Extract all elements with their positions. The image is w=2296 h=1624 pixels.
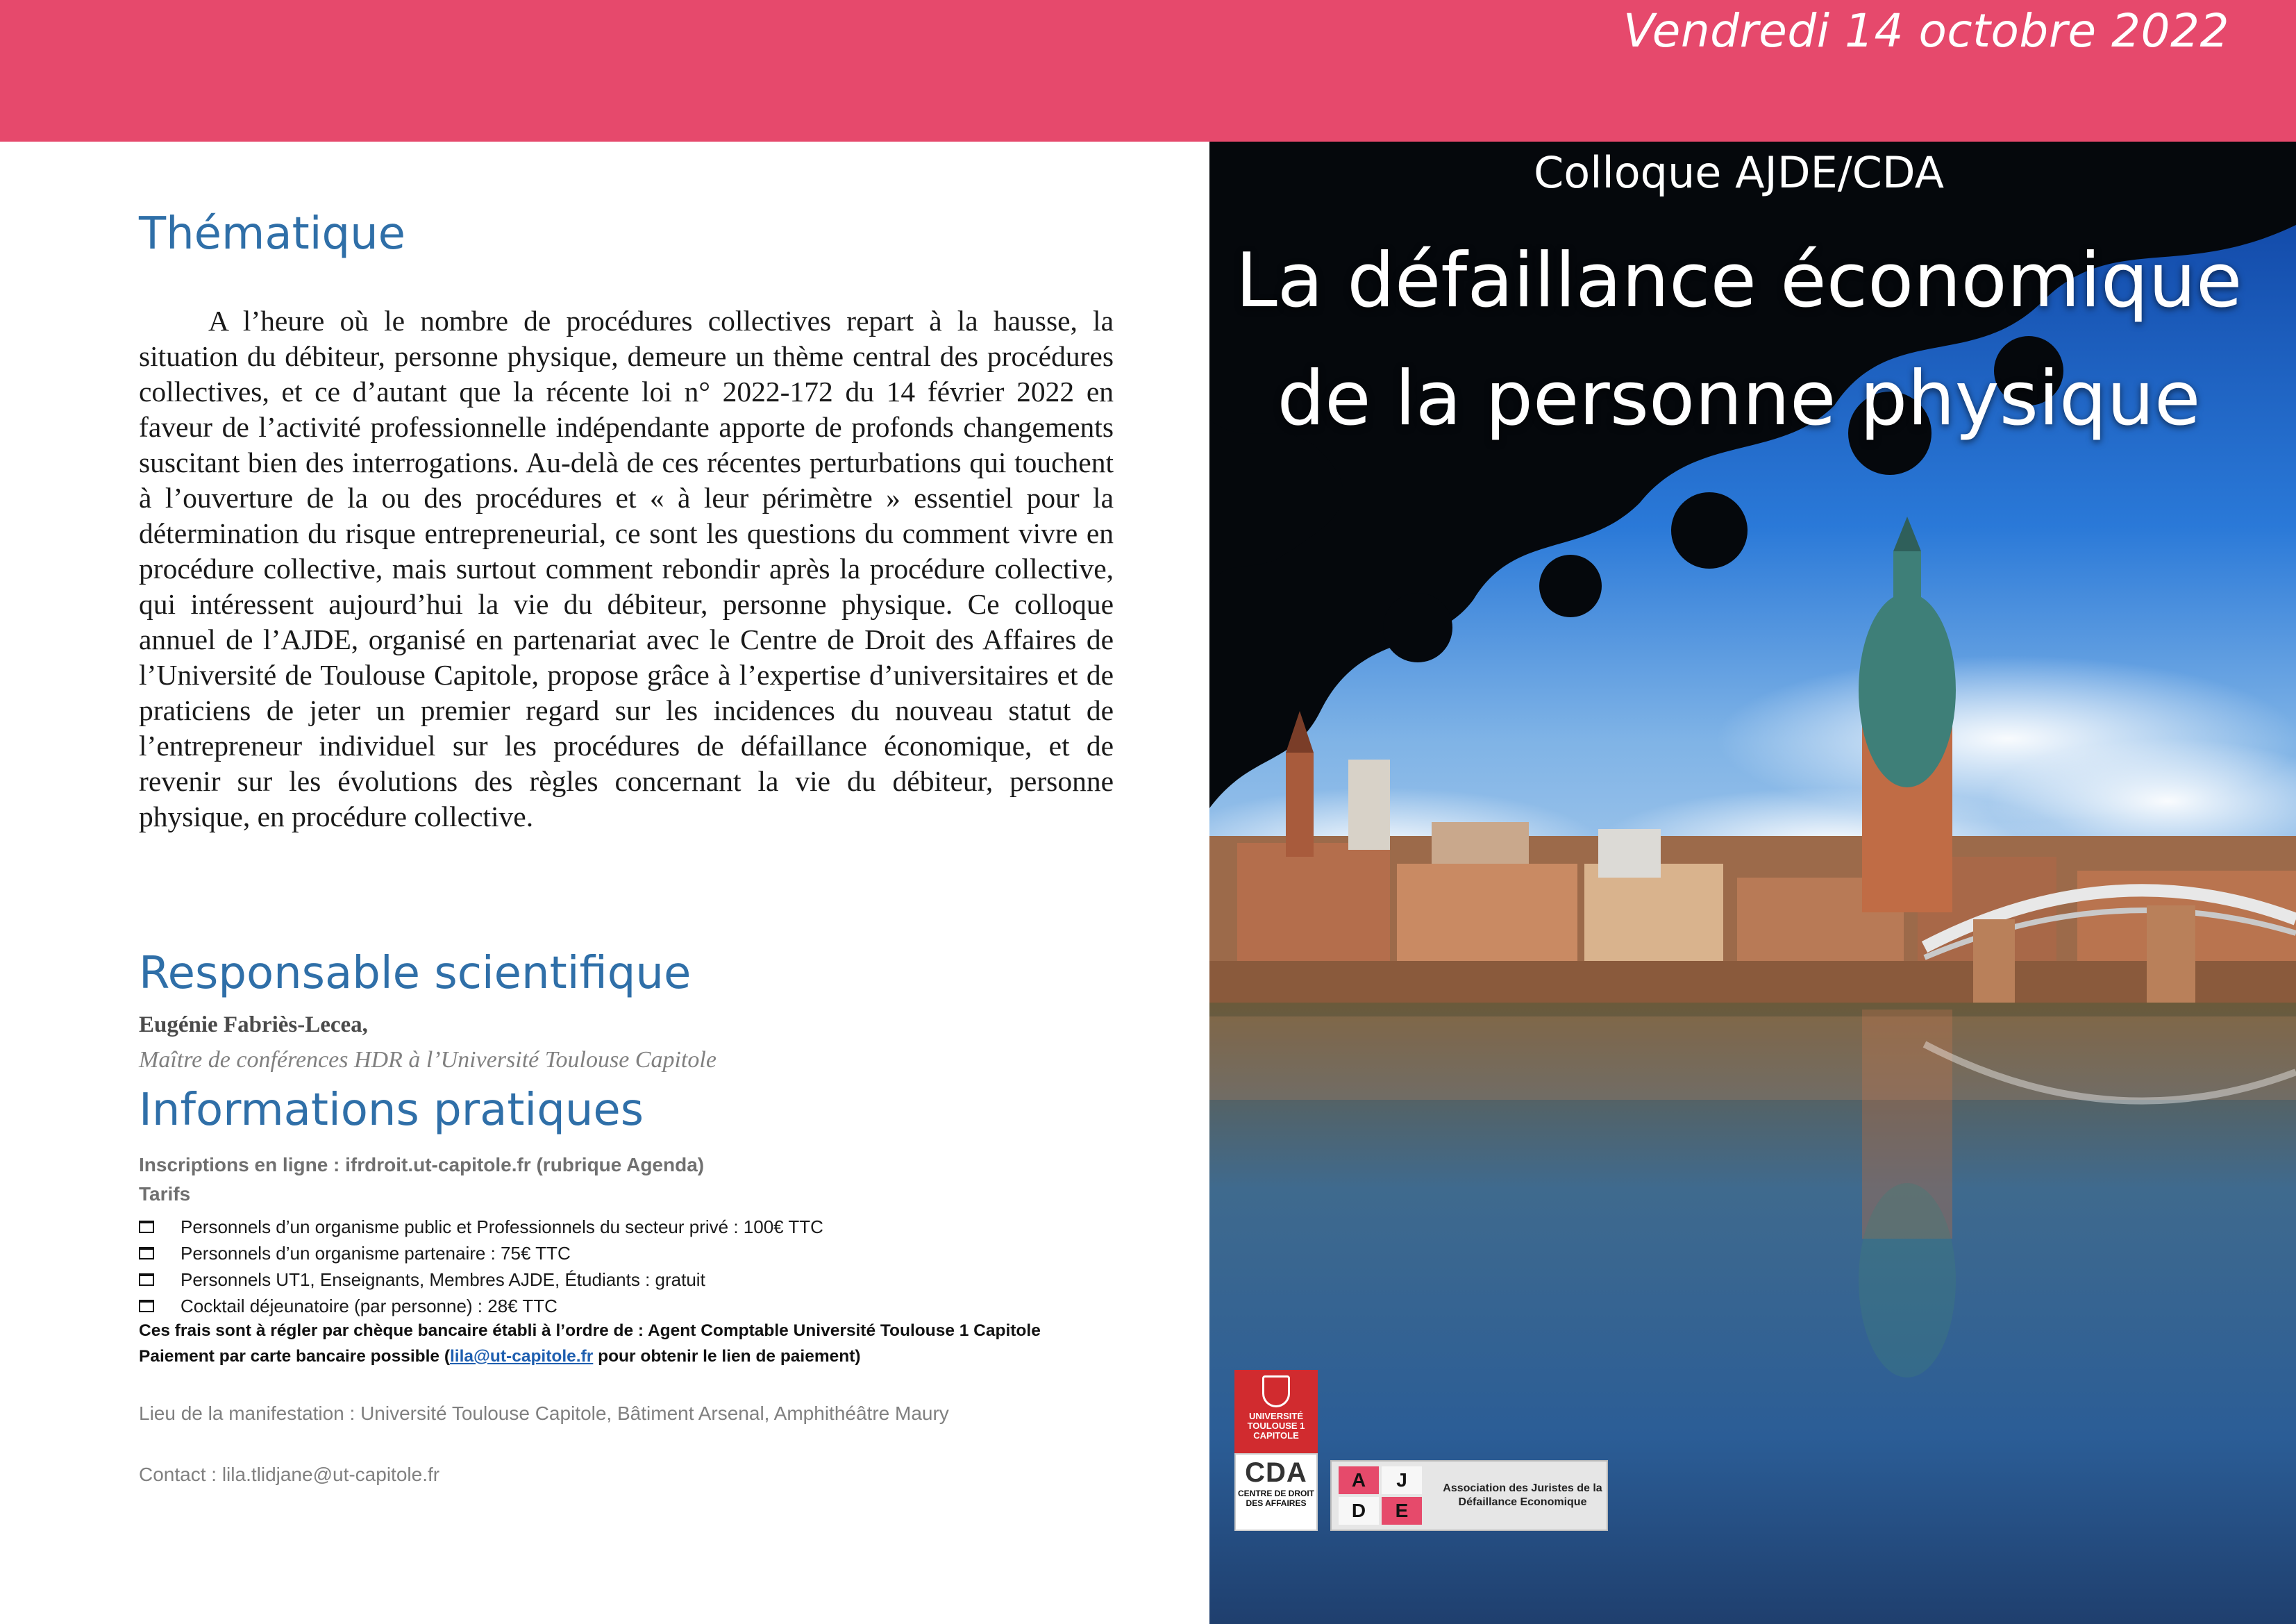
tarifs-label: Tarifs	[139, 1183, 191, 1205]
checkbox-icon	[139, 1247, 154, 1259]
cda-logo	[1234, 1453, 1318, 1531]
cover-title-line1: La défaillance économique	[1235, 237, 2243, 324]
ajde-letter: D	[1339, 1497, 1379, 1525]
ajde-logo	[1330, 1460, 1608, 1531]
university-crest-icon	[1262, 1375, 1290, 1407]
carte-note	[139, 1347, 861, 1366]
list-item	[139, 1293, 823, 1319]
tarif-text: Personnels d’un organisme partenaire : 75€ TTC	[181, 1242, 571, 1264]
ut1-logo	[1234, 1370, 1318, 1453]
checkbox-icon	[139, 1300, 154, 1312]
list-item	[139, 1266, 823, 1293]
list-item	[139, 1240, 823, 1266]
responsable-name: Eugénie Fabriès-Lecea,	[139, 1012, 368, 1037]
infos-heading: Informations pratiques	[139, 1085, 644, 1136]
ajde-letter: A	[1339, 1466, 1379, 1494]
cda-mark: CDA	[1245, 1457, 1307, 1488]
tarif-text: Personnels UT1, Enseignants, Membres AJDE, Étudiants : gratuit	[181, 1269, 705, 1290]
thematique-heading: Thématique	[139, 208, 406, 260]
cover-title-line2: de la personne physique	[1277, 355, 2201, 442]
contact-text: Contact : lila.tlidjane@ut-capitole.fr	[139, 1464, 440, 1485]
checkbox-icon	[139, 1273, 154, 1286]
venue-text: Lieu de la manifestation : Université Toulouse Capitole, Bâtiment Arsenal, Amphithéâtre Maury	[139, 1403, 949, 1424]
responsable-heading: Responsable scientifique	[139, 948, 692, 999]
responsable-title: Maître de conférences HDR à l’Université Toulouse Capitole	[139, 1047, 717, 1073]
ut1-logo-text: UNIVERSITÉ TOULOUSE 1 CAPITOLE	[1247, 1411, 1305, 1441]
list-item	[139, 1214, 823, 1240]
cheque-note: Ces frais sont à régler par chèque bancaire établi à l’ordre de : Agent Comptable Université Toulouse 1 Capitole	[139, 1321, 1041, 1340]
tarifs-list	[139, 1214, 823, 1319]
inscriptions-text: Inscriptions en ligne : ifrdroit.ut-capitole.fr (rubrique Agenda)	[139, 1154, 705, 1175]
event-date: Vendredi 14 octobre 2022	[1623, 4, 2229, 58]
carte-note-prefix: Paiement par carte bancaire possible (	[139, 1347, 450, 1366]
checkbox-icon	[139, 1221, 154, 1233]
header-bar	[0, 0, 2296, 142]
ajde-letter: J	[1382, 1466, 1422, 1494]
cda-logo-text: CENTRE DE DROIT DES AFFAIRES	[1237, 1489, 1314, 1508]
tarif-text: Personnels d’un organisme public et Professionnels du secteur privé : 100€ TTC	[181, 1216, 823, 1237]
ajde-letter: E	[1382, 1497, 1422, 1525]
cover-title	[1209, 222, 2268, 458]
ajde-name: Association des Juristes de la Défaillance Economique	[1443, 1482, 1602, 1508]
payment-email-link[interactable]: lila@ut-capitole.fr	[450, 1347, 594, 1366]
tarif-text: Cocktail déjeunatoire (par personne) : 28€ TTC	[181, 1295, 558, 1316]
thematique-text: A l’heure où le nombre de procédures collectives repart à la hausse, la situation du débiteur, personne physique, demeure un thème central des procédures collectives, et ce d’autant que la récente loi n° 2022-172 du 14 février 2022 en faveur de l’activité professionnelle indépendante apporte de profonds changements suscitant bien des interrogations. Au-delà de ces récentes perturbations qui touchent à l’ouverture de la ou des procédures et « à leur périmètre » essentiel pour la détermination du risque entrepreneurial, ce sont les questions du comment vivre en procédure collective, mais surtout comment rebondir après la procédure collective, qui intéressent aujourd’hui la vie du débiteur, personne physique. Ce colloque annuel de l’AJDE, organisé en partenariat avec le Centre de Droit des Affaires de l’Université de Toulouse Capitole, propose grâce à l’expertise d’universitaires et de praticiens de jeter un premier regard sur les incidences du nouveau statut de l’entrepreneur individuel sur les procédures de défaillance économique, et de revenir sur les évolutions des règles concernant la vie du débiteur, personne physique, en procédure collective.	[139, 305, 1114, 832]
ajde-letter-grid	[1339, 1466, 1422, 1525]
carte-note-suffix: pour obtenir le lien de paiement)	[593, 1347, 861, 1366]
colloque-subtitle: Colloque AJDE/CDA	[1534, 147, 1944, 198]
